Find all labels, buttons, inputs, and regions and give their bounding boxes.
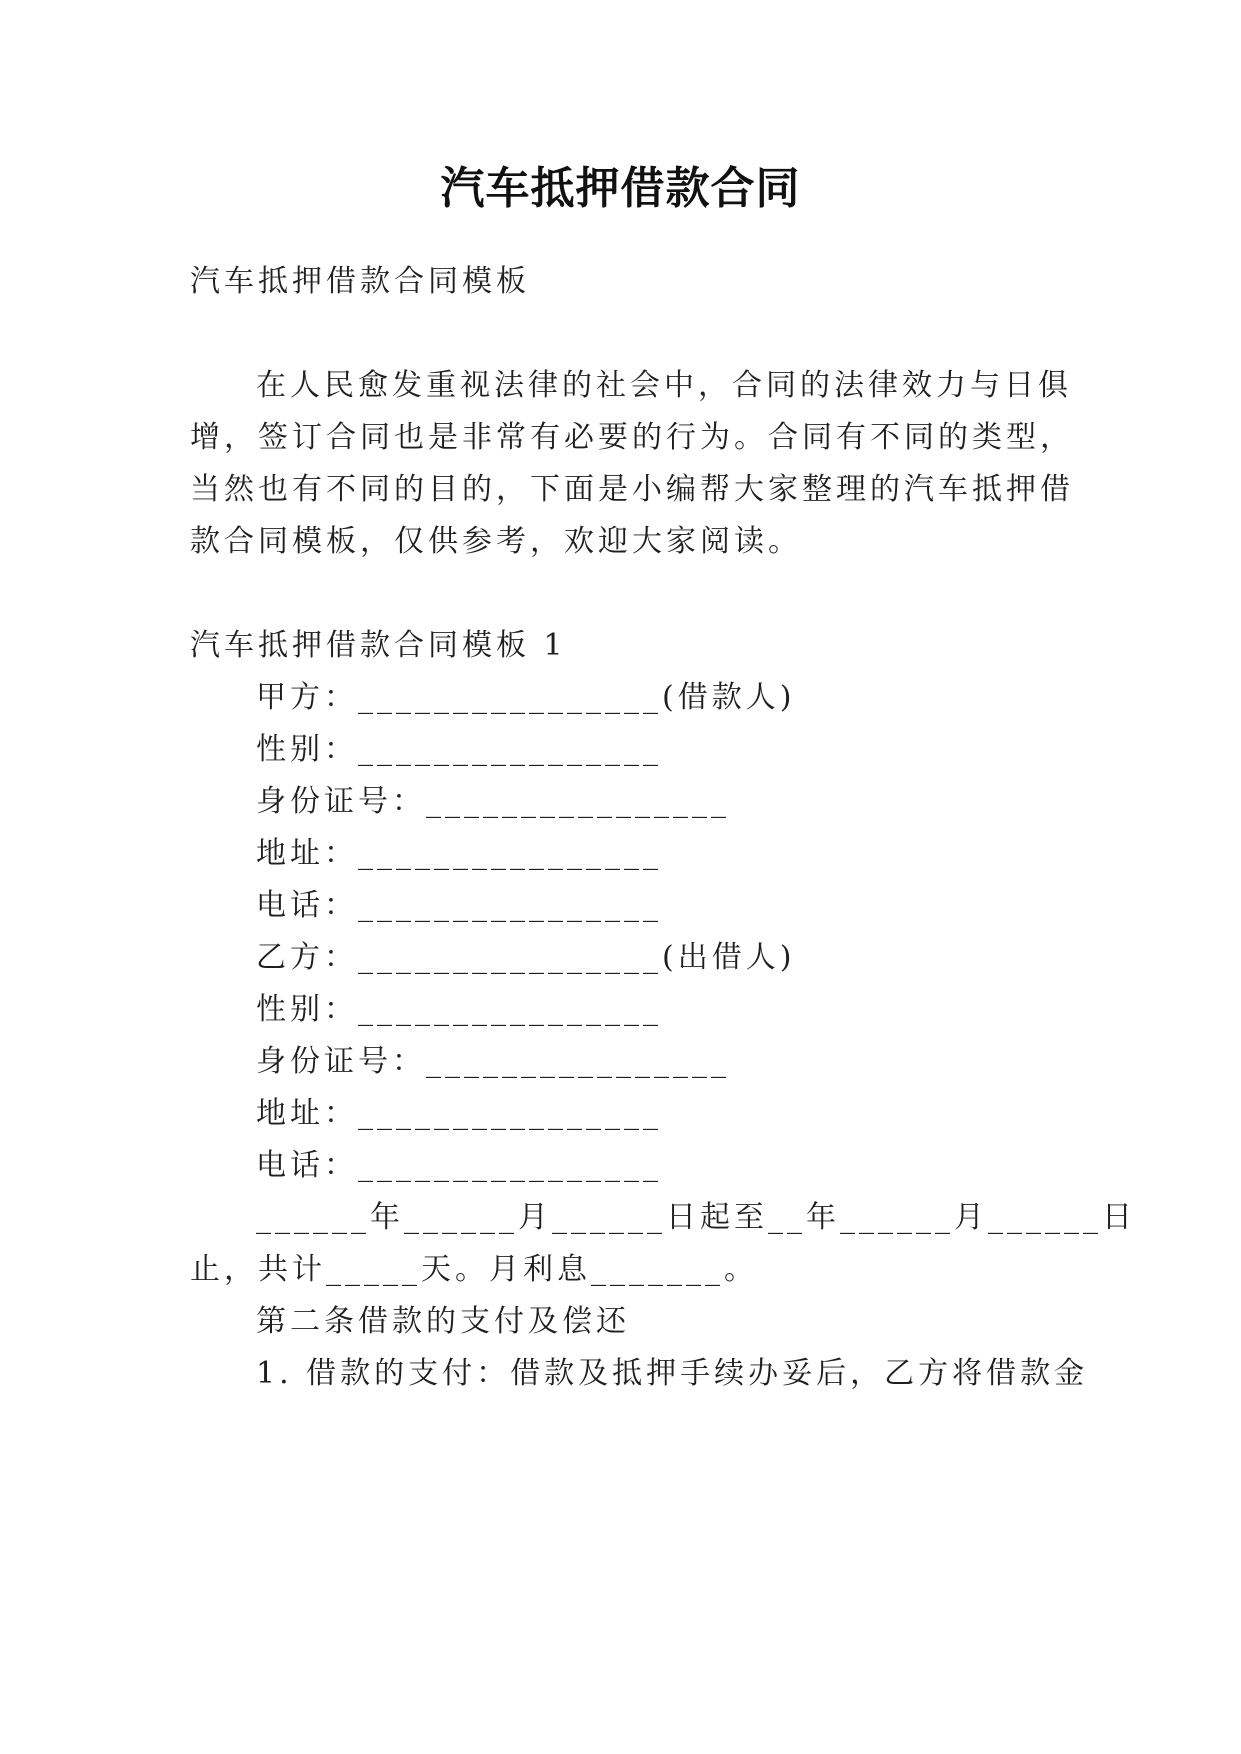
party-a-address: 地址：________________ — [256, 836, 662, 871]
party-b-line: 乙方：________________(出借人) — [256, 940, 796, 975]
party-b-phone: 电话：________________ — [256, 1148, 662, 1183]
document-title: 汽车抵押借款合同 — [440, 163, 801, 214]
intro-line-4: 款合同模板，仅供参考，欢迎大家阅读。 — [190, 524, 802, 559]
party-a-line: 甲方：________________(借款人) — [256, 680, 796, 715]
document-subtitle: 汽车抵押借款合同模板 — [190, 264, 530, 299]
term-line-1: ______年______月______日起至__年______月______日 — [256, 1200, 1136, 1235]
party-b-address: 地址：________________ — [256, 1096, 662, 1131]
term-line-2: 止，共计_____天。月利息_______。 — [190, 1252, 758, 1287]
party-b-id-number: 身份证号：________________ — [256, 1044, 730, 1079]
party-a-gender: 性别：________________ — [256, 732, 662, 767]
party-a-id-number: 身份证号：________________ — [256, 784, 730, 819]
party-b-gender: 性别：________________ — [256, 992, 662, 1027]
intro-line-3: 当然也有不同的目的，下面是小编帮大家整理的汽车抵押借 — [190, 472, 1074, 507]
intro-line-1: 在人民愈发重视法律的社会中，合同的法律效力与日俱 — [256, 368, 1072, 403]
article-2-item-1: 1. 借款的支付：借款及抵押手续办妥后，乙方将借款金 — [256, 1356, 1089, 1391]
intro-line-2: 增，签订合同也是非常有必要的行为。合同有不同的类型， — [190, 420, 1074, 455]
party-a-phone: 电话：________________ — [256, 888, 662, 923]
section-heading: 汽车抵押借款合同模板 1 — [190, 628, 567, 663]
article-2-heading: 第二条借款的支付及偿还 — [256, 1304, 630, 1339]
